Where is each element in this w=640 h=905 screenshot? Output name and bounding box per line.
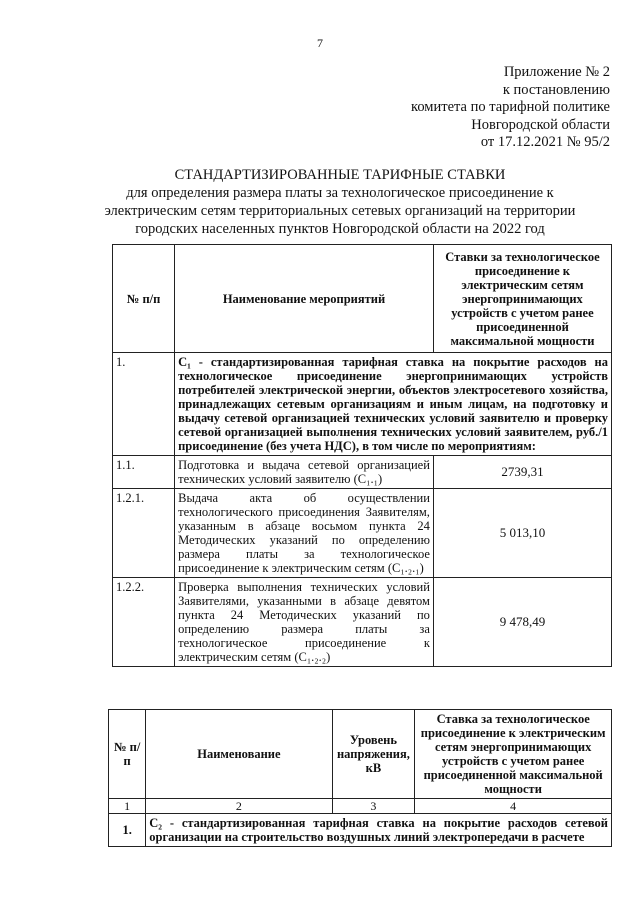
row-value: 5 013,10 [433, 489, 611, 578]
appendix-line: Приложение № 2 [503, 64, 610, 80]
header-rate: Ставка за технологическое присоединение к электрическим сетям энергопринимающих устройств с учетом ранее присоединенной максимальной мощности [415, 710, 612, 799]
header-voltage: Уровень напряжения, кВ [332, 710, 415, 799]
title-line: электрическим сетям территориальных сетевых организаций на территории [104, 203, 576, 219]
table-header-row [113, 245, 612, 353]
appendix-line: Новгородской области [471, 116, 610, 133]
title-line: СТАНДАРТИЗИРОВАННЫЕ ТАРИФНЫЕ СТАВКИ [174, 167, 506, 183]
row-description: Подготовка и выдача сетевой организацией технических условий заявителю (C₁.₁) [175, 456, 434, 489]
appendix-line: комитета по тарифной политике [411, 99, 610, 115]
appendix-line: от 17.12.2021 № 95/2 [480, 134, 610, 150]
table-row [113, 456, 612, 489]
table-row [113, 578, 612, 667]
table-header-row [109, 710, 612, 799]
header-num: № п/п [113, 245, 175, 353]
column-index: 3 [332, 799, 415, 814]
column-index: 4 [415, 799, 612, 814]
page-number: 7 [317, 36, 323, 50]
column-index: 2 [146, 799, 332, 814]
column-index-row [109, 799, 612, 814]
section-num: 1. [109, 814, 146, 847]
document-title [70, 166, 610, 238]
section-text: C₂ - стандартизированная тарифная ставка на покрытие расходов сетевой организации на строительство воздушных линий электропередачи в расчете [146, 814, 612, 847]
row-description: Выдача акта об осуществлении технологического присоединения Заявителям, указанным в абзаце восьмом пункта 24 Методических указаний по определению размера платы за технологическое присоединение к электрическим сетям (C₁.₂.₁) [175, 489, 434, 578]
appendix-line: к постановлению [502, 81, 610, 98]
rates-table-2 [108, 709, 612, 847]
appendix-block [411, 64, 610, 152]
header-name: Наименование [146, 710, 332, 799]
column-index: 1 [109, 799, 146, 814]
section-row [113, 353, 612, 456]
header-num: № п/п [109, 710, 146, 799]
row-value: 9 478,49 [433, 578, 611, 667]
header-name: Наименование мероприятий [175, 245, 434, 353]
row-num: 1.2.1. [113, 489, 175, 578]
row-value: 2739,31 [433, 456, 611, 489]
section-row [109, 814, 612, 847]
table-row [113, 489, 612, 578]
header-rate: Ставки за технологическое присоединение к электрическим сетям энергопринимающих устройств с учетом ранее присоединенной максимальной мощности [433, 245, 611, 353]
title-line: городских населенных пунктов Новгородской области на 2022 год [135, 221, 545, 237]
row-num: 1.1. [113, 456, 175, 489]
rates-table-1 [112, 244, 612, 667]
title-line: для определения размера платы за технологическое присоединение к [126, 185, 554, 201]
section-num: 1. [113, 353, 175, 456]
row-description: Проверка выполнения технических условий Заявителями, указанными в абзаце девятом пункта 24 Методических указаний по определению размера платы за технологическое присоединение к электрическим сетям (C₁.₂.₂) [175, 578, 434, 667]
row-num: 1.2.2. [113, 578, 175, 667]
section-text: C₁ - стандартизированная тарифная ставка на покрытие расходов на технологическое присоединение энергопринимающих устройств потребителей электрической энергии, объектов электросетевого хозяйства, принадлежащих сетевым организациям и иным лицам, на подготовку и выдачу сетевой организацией технических условий заявителю и проверку сетевой организацией выполнения технических условий заявителем, руб./1 присоединение (без учета НДС), в том числе по мероприятиям: [175, 353, 612, 456]
